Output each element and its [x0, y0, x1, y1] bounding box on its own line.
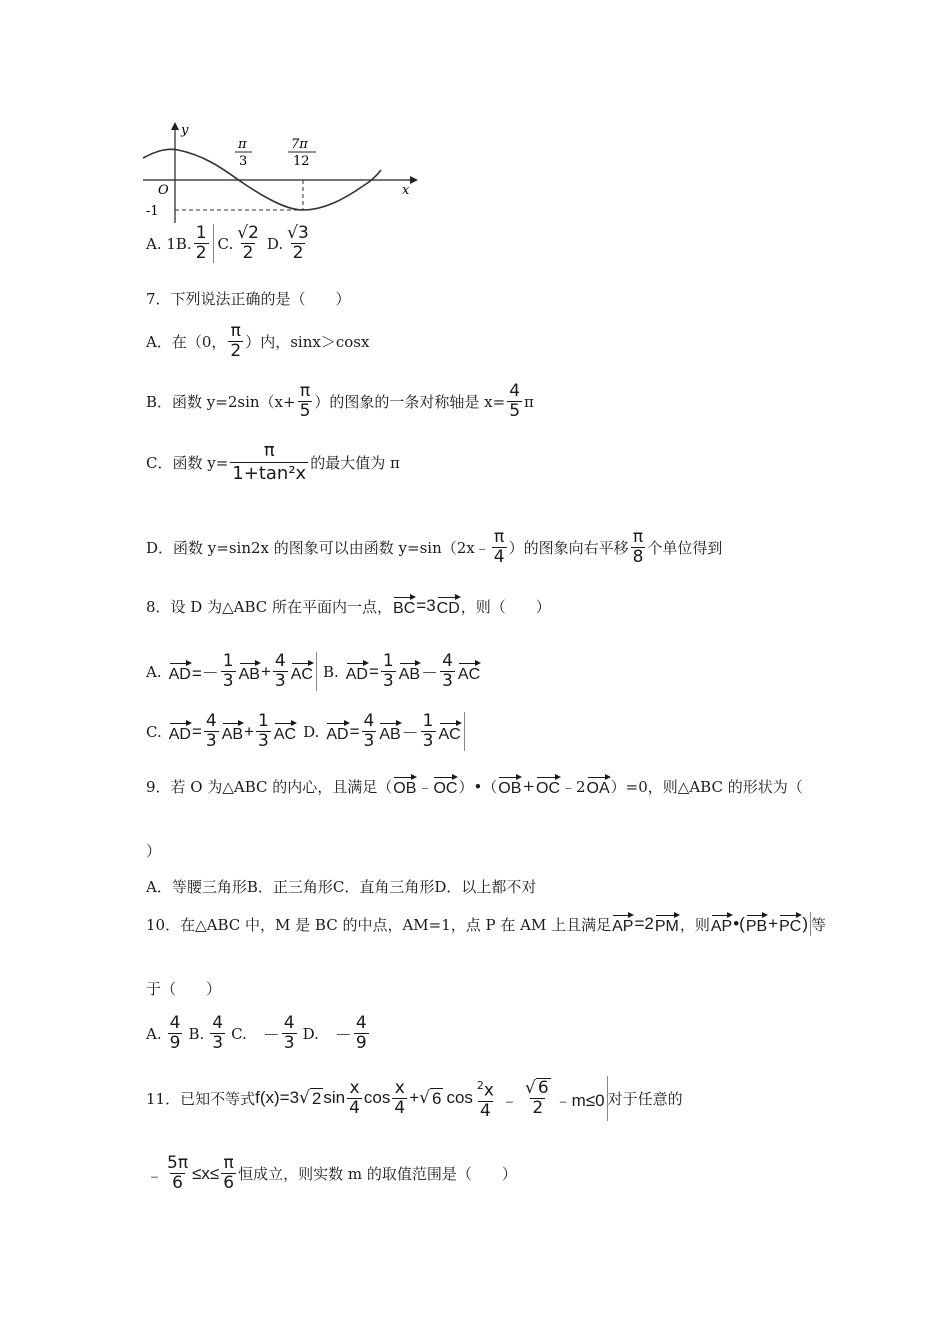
vector-ad: AD: [346, 660, 368, 684]
q8-a-plus: +: [260, 661, 271, 681]
vector-oc: OC: [536, 774, 560, 798]
q9-stem-text: 9．若 O 为△ABC 的内心，且满足（: [146, 777, 393, 796]
q11-le: ≤x≤: [192, 1163, 220, 1183]
q8-eq: =3: [416, 596, 436, 615]
q11-sin: sin: [323, 1088, 346, 1108]
q6-frac-b: $\frac{1}{2}$: [195, 223, 207, 263]
q10-b-label: B.: [188, 1024, 205, 1043]
q10-a-frac: $\frac{4}{9}$: [169, 1013, 181, 1053]
q8-a-frac1: $\frac{1}{3}$: [222, 651, 234, 691]
q11-plus: +: [409, 1088, 420, 1108]
q10-d-neg: －: [334, 1026, 352, 1045]
q7-b-post: π: [524, 392, 534, 411]
vector-ab: AB: [239, 660, 260, 684]
vector-ap: AP: [711, 912, 732, 936]
vector-pb: PB: [746, 912, 767, 936]
q8-c-frac2: $\frac{1}{3}$: [258, 711, 269, 751]
q11-range-post: 恒成立，则实数 m 的取值范围是（ ）: [238, 1165, 517, 1183]
q7-a-text: A．在（0，: [146, 333, 227, 351]
pi3-den: 3: [239, 154, 248, 169]
q11-stem-post: 对于任意的: [607, 1089, 683, 1108]
origin-label: O: [158, 183, 169, 198]
q9-minus2: ﹣2: [561, 777, 586, 796]
q8-stem-text: 8．设 D 为△ABC 所在平面内一点，: [146, 597, 393, 616]
q11-stem: [146, 1076, 683, 1121]
pi712-den: 12: [293, 154, 310, 169]
q7-a-frac: $\frac{\pi}{2}$: [230, 321, 242, 361]
q8-a-eq: =－: [191, 664, 219, 683]
q10-c-neg: －: [262, 1026, 280, 1045]
q11-stem-text: 11．已知不等式: [146, 1089, 256, 1108]
q10-d-label: D.: [302, 1024, 319, 1043]
q7-stem: 7．下列说法正确的是（ ）: [146, 290, 351, 308]
vector-ac: AC: [291, 660, 313, 684]
q6-options: [146, 224, 313, 263]
vector-ac: AC: [439, 720, 461, 744]
vector-ad: AD: [169, 720, 191, 744]
vector-ac: AC: [274, 720, 296, 744]
q9-stem: [146, 774, 803, 798]
q11-minus: ﹣: [500, 1090, 518, 1110]
q9-options: A．等腰三角形B．正三角形C．直角三角形D．以上都不对: [146, 878, 537, 896]
y-axis-arrow-icon: [171, 122, 179, 130]
vector-bc: BC: [393, 594, 415, 618]
q7-d-mid: ）的图象向右平移: [508, 539, 629, 557]
q11-range-frac1: $\frac{5\pi}{6}$: [167, 1153, 189, 1193]
divider: [316, 652, 317, 691]
q9-dot: ）•（: [458, 777, 498, 796]
q11-sqrt6: 6: [431, 1088, 442, 1108]
q10-yu: 于（ ）: [146, 980, 222, 998]
q6-frac-d: $\frac{√3}{2}$: [287, 223, 309, 263]
q8-b-frac1: $\frac{1}{3}$: [382, 651, 394, 691]
vector-ad: AD: [326, 720, 348, 744]
vector-oa: OA: [587, 774, 610, 798]
q10-c-frac: $\frac{4}{3}$: [283, 1013, 295, 1053]
q7-a-post: ）内，sinx＞cosx: [245, 333, 370, 351]
q6-frac-c: $\frac{√2}{2}$: [237, 223, 259, 263]
q8-a-label: A.: [146, 662, 162, 681]
q8-d-frac1: $\frac{4}{3}$: [363, 711, 375, 751]
q10-eq: =2: [634, 914, 654, 933]
q10-dot: •(: [733, 914, 745, 933]
q8-options-ab: [146, 652, 481, 691]
vector-ab: AB: [399, 660, 420, 684]
axis-x-label: x: [402, 183, 410, 198]
q11-frac3: $\frac{^2x}{4}$: [476, 1079, 494, 1121]
x-axis-arrow-icon: [410, 176, 418, 184]
vector-pc: PC: [779, 912, 801, 936]
q11-tail: ﹣m≤0: [554, 1090, 605, 1110]
q10-paren-close: ): [802, 914, 809, 933]
q11-range: [146, 1154, 517, 1193]
q6-opt-c: C.: [217, 234, 234, 253]
pi712-num: 7π: [291, 137, 308, 152]
vector-ad: AD: [169, 660, 191, 684]
q10-c-label: C.: [231, 1024, 247, 1043]
q10-deng: 等: [811, 915, 827, 934]
q7-d-post: 个单位得到: [647, 539, 723, 557]
divider: [213, 224, 214, 263]
q8-d-eq: =: [349, 721, 360, 741]
q11-frac1: $\frac{x}{4}$: [349, 1077, 360, 1118]
q10-d-frac: $\frac{4}{9}$: [355, 1013, 367, 1053]
q10-options: [146, 1014, 371, 1053]
q8-d-label: D.: [303, 722, 320, 741]
q11-fx: f(x)=3: [255, 1088, 300, 1108]
pi3-num: π: [238, 137, 247, 152]
sine-graph: [138, 118, 428, 228]
q8-b-eq: =: [368, 661, 379, 681]
vector-ab: AB: [379, 720, 400, 744]
sqrt-icon: √: [419, 1088, 430, 1109]
q8-d-frac2: $\frac{1}{3}$: [422, 711, 434, 751]
q7-option-c: [146, 440, 400, 485]
q11-cos: cos: [363, 1088, 391, 1108]
q11-frac4: $\frac{√ 6}{2}$: [524, 1078, 549, 1119]
q7-c-post: 的最大值为 π: [310, 454, 400, 472]
vector-ap: AP: [612, 912, 633, 936]
sqrt-icon: √: [299, 1088, 310, 1109]
q6-opt-d: D.: [266, 234, 284, 253]
axis-y-label: y: [181, 123, 189, 138]
q9-plus: +: [522, 777, 535, 795]
q8-c-label: C.: [146, 722, 162, 741]
q8-c-plus: +: [244, 721, 254, 741]
q8-d-minus: －: [401, 724, 419, 743]
q8-a-frac2: $\frac{4}{3}$: [274, 651, 286, 691]
vector-ab: AB: [222, 720, 243, 744]
divider: [464, 712, 465, 751]
vector-ac: AC: [458, 660, 480, 684]
vector-pm: PM: [655, 912, 679, 936]
q10-a-label: A.: [146, 1024, 162, 1043]
q7-d-text: D．函数 y=sin2x 的图象可以由函数 y=sin（2x﹣: [146, 539, 490, 557]
q10-then: ，则: [679, 915, 710, 934]
vector-cd: CD: [437, 594, 460, 618]
vector-ob: OB: [498, 774, 521, 798]
q8-c-frac1: $\frac{4}{3}$: [205, 711, 217, 751]
q8-options-cd: [146, 712, 465, 751]
vector-oc: OC: [433, 774, 457, 798]
vector-ob: OB: [393, 774, 416, 798]
q11-frac2: $\frac{x}{4}$: [394, 1077, 406, 1118]
q7-b-frac2: $\frac{4}{5}$: [509, 381, 521, 421]
q7-d-frac2: $\frac{\pi}{8}$: [632, 527, 644, 567]
q10-stem: [146, 912, 826, 936]
q7-c-text: C．函数 y=: [146, 454, 229, 472]
q8-b-label: B.: [322, 662, 339, 681]
q6-opt-a: A. 1B.: [146, 234, 192, 253]
q7-b-text: B．函数 y=2sin（x+: [146, 393, 296, 411]
q10-b-frac: $\frac{4}{3}$: [212, 1013, 224, 1053]
q7-c-frac: $\frac{\pi}{\text{1+tan²x}}$: [232, 440, 307, 484]
q9-stem-post: ）=0，则△ABC 的形状为（: [610, 777, 803, 796]
q11-cos2: cos: [446, 1088, 473, 1108]
q7-b-frac: $\frac{\pi}{5}$: [299, 381, 311, 421]
q7-option-b: [146, 382, 534, 421]
q10-plus: +: [768, 914, 779, 933]
q8-c-eq: =: [191, 721, 202, 741]
q10-stem-text: 10．在△ABC 中，M 是 BC 的中点，AM=1，点 P 在 AM 上且满足: [146, 915, 612, 934]
minus-one-label: -1: [146, 204, 159, 219]
q7-option-a: [146, 322, 369, 361]
q7-d-frac: $\frac{\pi}{4}$: [493, 527, 505, 567]
q11-range-frac2: $\frac{\pi}{6}$: [223, 1153, 235, 1193]
q11-range-neg: ﹣: [146, 1166, 163, 1185]
q8-stem: [146, 594, 551, 618]
q9-close-paren: ）: [146, 842, 162, 860]
q9-minus: ﹣: [417, 777, 433, 796]
q11-sqrt2: 2: [311, 1088, 322, 1108]
q7-b-mid: ）的图象的一条对称轴是 x=: [314, 393, 506, 411]
q8-b-frac2: $\frac{4}{3}$: [442, 651, 453, 691]
q8-b-minus: －: [421, 664, 439, 683]
q8-stem-post: ，则（ ）: [460, 597, 551, 616]
q7-option-d: [146, 528, 722, 567]
